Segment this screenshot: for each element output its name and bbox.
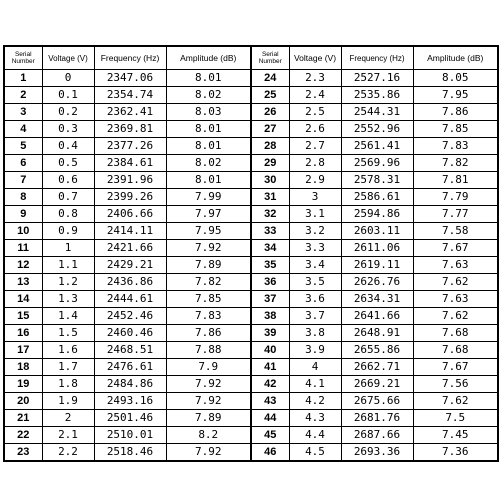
table-row	[4, 104, 498, 121]
table-row	[4, 257, 498, 274]
amplitude-cell-right: 7.63	[413, 291, 498, 308]
voltage-cell-right: 4	[289, 359, 341, 376]
voltage-cell-right: 3.7	[289, 308, 341, 325]
frequency-cell-left: 2347.06	[94, 70, 166, 87]
table-row	[4, 70, 498, 87]
amplitude-cell-right: 7.79	[413, 189, 498, 206]
table-row	[4, 189, 498, 206]
serial-cell-left: 12	[4, 257, 42, 274]
serial-cell-right: 44	[251, 410, 289, 427]
voltage-cell-left: 1.2	[42, 274, 94, 291]
frequency-cell-left: 2377.26	[94, 138, 166, 155]
frequency-cell-right: 2535.86	[341, 87, 413, 104]
table-row	[4, 291, 498, 308]
table-row	[4, 223, 498, 240]
amplitude-cell-right: 7.67	[413, 240, 498, 257]
serial-cell-left: 20	[4, 393, 42, 410]
serial-cell-right: 27	[251, 121, 289, 138]
voltage-cell-right: 4.4	[289, 427, 341, 444]
amplitude-cell-left: 7.89	[166, 410, 251, 427]
voltage-cell-right: 4.1	[289, 376, 341, 393]
amplitude-cell-right: 7.58	[413, 223, 498, 240]
amplitude-cell-right: 7.77	[413, 206, 498, 223]
voltage-cell-right: 2.9	[289, 172, 341, 189]
frequency-cell-left: 2493.16	[94, 393, 166, 410]
frequency-cell-right: 2586.61	[341, 189, 413, 206]
amplitude-cell-left: 8.01	[166, 121, 251, 138]
voltage-cell-left: 0.6	[42, 172, 94, 189]
amplitude-cell-left: 7.82	[166, 274, 251, 291]
header-row	[4, 46, 498, 70]
voltage-cell-left: 0.8	[42, 206, 94, 223]
table-row	[4, 410, 498, 427]
serial-cell-right: 25	[251, 87, 289, 104]
frequency-cell-left: 2406.66	[94, 206, 166, 223]
voltage-cell-right: 2.5	[289, 104, 341, 121]
voltage-cell-left: 0.3	[42, 121, 94, 138]
serial-cell-right: 33	[251, 223, 289, 240]
serial-cell-left: 6	[4, 155, 42, 172]
amplitude-cell-left: 7.92	[166, 240, 251, 257]
serial-cell-left: 3	[4, 104, 42, 121]
serial-cell-right: 35	[251, 257, 289, 274]
frequency-cell-left: 2476.61	[94, 359, 166, 376]
voltage-cell-right: 3.1	[289, 206, 341, 223]
serial-cell-right: 37	[251, 291, 289, 308]
amplitude-cell-right: 7.83	[413, 138, 498, 155]
serial-cell-right: 45	[251, 427, 289, 444]
frequency-cell-left: 2414.11	[94, 223, 166, 240]
serial-cell-right: 41	[251, 359, 289, 376]
serial-cell-right: 46	[251, 444, 289, 462]
amplitude-header-left: Amplitude (dB)	[166, 46, 251, 70]
frequency-cell-left: 2436.86	[94, 274, 166, 291]
frequency-cell-right: 2681.76	[341, 410, 413, 427]
serial-cell-right: 30	[251, 172, 289, 189]
serial-cell-left: 5	[4, 138, 42, 155]
frequency-cell-left: 2452.46	[94, 308, 166, 325]
amplitude-cell-right: 7.68	[413, 342, 498, 359]
frequency-cell-right: 2693.36	[341, 444, 413, 462]
frequency-cell-left: 2501.46	[94, 410, 166, 427]
serial-cell-right: 39	[251, 325, 289, 342]
amplitude-cell-right: 7.95	[413, 87, 498, 104]
serial-cell-right: 38	[251, 308, 289, 325]
serial-cell-right: 32	[251, 206, 289, 223]
table-row	[4, 172, 498, 189]
amplitude-cell-right: 7.5	[413, 410, 498, 427]
amplitude-cell-right: 7.82	[413, 155, 498, 172]
amplitude-cell-right: 7.45	[413, 427, 498, 444]
frequency-cell-left: 2391.96	[94, 172, 166, 189]
amplitude-cell-right: 7.62	[413, 274, 498, 291]
serial-cell-left: 17	[4, 342, 42, 359]
amplitude-cell-left: 7.9	[166, 359, 251, 376]
frequency-cell-right: 2594.86	[341, 206, 413, 223]
voltage-cell-left: 1.5	[42, 325, 94, 342]
voltage-cell-right: 2.8	[289, 155, 341, 172]
frequency-cell-left: 2421.66	[94, 240, 166, 257]
amplitude-cell-left: 7.85	[166, 291, 251, 308]
frequency-cell-right: 2687.66	[341, 427, 413, 444]
serial-cell-right: 24	[251, 70, 289, 87]
voltage-cell-right: 4.3	[289, 410, 341, 427]
serial-cell-left: 13	[4, 274, 42, 291]
frequency-cell-left: 2369.81	[94, 121, 166, 138]
table-row	[4, 87, 498, 104]
serial-cell-right: 29	[251, 155, 289, 172]
serial-cell-left: 8	[4, 189, 42, 206]
voltage-cell-left: 1.3	[42, 291, 94, 308]
amplitude-cell-right: 7.86	[413, 104, 498, 121]
voltage-cell-right: 2.3	[289, 70, 341, 87]
table-row	[4, 138, 498, 155]
frequency-cell-right: 2669.21	[341, 376, 413, 393]
voltage-cell-right: 3.2	[289, 223, 341, 240]
amplitude-cell-left: 7.92	[166, 444, 251, 462]
table-row	[4, 444, 498, 462]
voltage-cell-right: 3	[289, 189, 341, 206]
amplitude-cell-left: 8.01	[166, 138, 251, 155]
frequency-cell-right: 2619.11	[341, 257, 413, 274]
frequency-cell-right: 2544.31	[341, 104, 413, 121]
amplitude-cell-right: 7.63	[413, 257, 498, 274]
serial-cell-left: 23	[4, 444, 42, 462]
frequency-cell-left: 2518.46	[94, 444, 166, 462]
amplitude-cell-left: 8.02	[166, 87, 251, 104]
serial-cell-left: 16	[4, 325, 42, 342]
table-row	[4, 359, 498, 376]
amplitude-cell-left: 7.88	[166, 342, 251, 359]
amplitude-cell-right: 7.81	[413, 172, 498, 189]
frequency-cell-left: 2460.46	[94, 325, 166, 342]
voltage-cell-right: 3.3	[289, 240, 341, 257]
serial-cell-left: 14	[4, 291, 42, 308]
table-row	[4, 393, 498, 410]
voltage-cell-left: 1.7	[42, 359, 94, 376]
serial-cell-left: 2	[4, 87, 42, 104]
voltage-cell-right: 3.8	[289, 325, 341, 342]
serial-cell-right: 26	[251, 104, 289, 121]
serial-header-right: Serial Number	[251, 46, 289, 70]
table-row	[4, 155, 498, 172]
amplitude-cell-left: 7.92	[166, 376, 251, 393]
voltage-cell-right: 2.4	[289, 87, 341, 104]
amplitude-cell-right: 7.85	[413, 121, 498, 138]
voltage-cell-right: 3.5	[289, 274, 341, 291]
amplitude-cell-right: 7.67	[413, 359, 498, 376]
voltage-header-right: Voltage (V)	[289, 46, 341, 70]
serial-cell-left: 7	[4, 172, 42, 189]
serial-cell-right: 42	[251, 376, 289, 393]
voltage-cell-right: 2.6	[289, 121, 341, 138]
frequency-cell-left: 2429.21	[94, 257, 166, 274]
table-row	[4, 206, 498, 223]
voltage-cell-left: 1	[42, 240, 94, 257]
voltage-cell-left: 1.1	[42, 257, 94, 274]
frequency-cell-right: 2561.41	[341, 138, 413, 155]
amplitude-cell-right: 7.36	[413, 444, 498, 462]
serial-cell-left: 10	[4, 223, 42, 240]
voltage-cell-left: 1.9	[42, 393, 94, 410]
amplitude-cell-right: 7.56	[413, 376, 498, 393]
serial-cell-left: 22	[4, 427, 42, 444]
voltage-cell-left: 2.2	[42, 444, 94, 462]
amplitude-cell-left: 8.01	[166, 70, 251, 87]
frequency-cell-right: 2569.96	[341, 155, 413, 172]
amplitude-cell-left: 8.01	[166, 172, 251, 189]
frequency-cell-left: 2399.26	[94, 189, 166, 206]
voltage-cell-left: 2	[42, 410, 94, 427]
frequency-cell-left: 2354.74	[94, 87, 166, 104]
table-row	[4, 342, 498, 359]
voltage-header-left: Voltage (V)	[42, 46, 94, 70]
frequency-header-left: Frequency (Hz)	[94, 46, 166, 70]
frequency-cell-right: 2662.71	[341, 359, 413, 376]
frequency-cell-left: 2384.61	[94, 155, 166, 172]
amplitude-cell-left: 7.83	[166, 308, 251, 325]
table-row	[4, 240, 498, 257]
amplitude-cell-left: 8.02	[166, 155, 251, 172]
serial-cell-left: 4	[4, 121, 42, 138]
frequency-cell-left: 2362.41	[94, 104, 166, 121]
voltage-cell-left: 2.1	[42, 427, 94, 444]
voltage-cell-right: 2.7	[289, 138, 341, 155]
voltage-cell-left: 0.9	[42, 223, 94, 240]
frequency-cell-right: 2552.96	[341, 121, 413, 138]
serial-cell-right: 43	[251, 393, 289, 410]
voltage-cell-left: 0.7	[42, 189, 94, 206]
table-row	[4, 121, 498, 138]
table-row	[4, 308, 498, 325]
voltage-cell-left: 0.5	[42, 155, 94, 172]
serial-cell-right: 34	[251, 240, 289, 257]
frequency-cell-right: 2527.16	[341, 70, 413, 87]
frequency-cell-right: 2655.86	[341, 342, 413, 359]
frequency-cell-left: 2484.86	[94, 376, 166, 393]
voltage-cell-right: 3.4	[289, 257, 341, 274]
frequency-cell-right: 2641.66	[341, 308, 413, 325]
serial-cell-left: 9	[4, 206, 42, 223]
amplitude-cell-left: 8.03	[166, 104, 251, 121]
serial-cell-left: 21	[4, 410, 42, 427]
amplitude-cell-right: 7.68	[413, 325, 498, 342]
voltage-cell-left: 0.1	[42, 87, 94, 104]
voltage-cell-left: 1.4	[42, 308, 94, 325]
amplitude-cell-right: 7.62	[413, 393, 498, 410]
data-table	[3, 45, 499, 462]
amplitude-cell-left: 7.86	[166, 325, 251, 342]
serial-cell-right: 31	[251, 189, 289, 206]
voltage-cell-right: 3.9	[289, 342, 341, 359]
amplitude-cell-right: 7.62	[413, 308, 498, 325]
amplitude-cell-left: 7.97	[166, 206, 251, 223]
serial-cell-left: 1	[4, 70, 42, 87]
table-row	[4, 325, 498, 342]
frequency-cell-right: 2578.31	[341, 172, 413, 189]
voltage-cell-left: 0.2	[42, 104, 94, 121]
amplitude-cell-left: 7.99	[166, 189, 251, 206]
amplitude-cell-right: 8.05	[413, 70, 498, 87]
table-row	[4, 376, 498, 393]
voltage-cell-left: 0	[42, 70, 94, 87]
frequency-cell-right: 2675.66	[341, 393, 413, 410]
frequency-cell-left: 2468.51	[94, 342, 166, 359]
frequency-cell-right: 2626.76	[341, 274, 413, 291]
table-row	[4, 427, 498, 444]
frequency-cell-left: 2510.01	[94, 427, 166, 444]
serial-cell-left: 11	[4, 240, 42, 257]
amplitude-cell-left: 8.2	[166, 427, 251, 444]
serial-cell-right: 28	[251, 138, 289, 155]
voltage-cell-right: 3.6	[289, 291, 341, 308]
voltage-cell-right: 4.5	[289, 444, 341, 462]
frequency-header-right: Frequency (Hz)	[341, 46, 413, 70]
serial-cell-left: 19	[4, 376, 42, 393]
frequency-cell-right: 2648.91	[341, 325, 413, 342]
amplitude-header-right: Amplitude (dB)	[413, 46, 498, 70]
amplitude-cell-left: 7.92	[166, 393, 251, 410]
frequency-cell-right: 2603.11	[341, 223, 413, 240]
frequency-cell-left: 2444.61	[94, 291, 166, 308]
voltage-cell-left: 0.4	[42, 138, 94, 155]
table-row	[4, 274, 498, 291]
amplitude-cell-left: 7.95	[166, 223, 251, 240]
serial-header-left: Serial Number	[4, 46, 42, 70]
serial-cell-left: 18	[4, 359, 42, 376]
frequency-cell-right: 2634.31	[341, 291, 413, 308]
serial-cell-right: 40	[251, 342, 289, 359]
voltage-cell-left: 1.6	[42, 342, 94, 359]
voltage-cell-left: 1.8	[42, 376, 94, 393]
frequency-cell-right: 2611.06	[341, 240, 413, 257]
serial-cell-right: 36	[251, 274, 289, 291]
serial-cell-left: 15	[4, 308, 42, 325]
voltage-cell-right: 4.2	[289, 393, 341, 410]
amplitude-cell-left: 7.89	[166, 257, 251, 274]
